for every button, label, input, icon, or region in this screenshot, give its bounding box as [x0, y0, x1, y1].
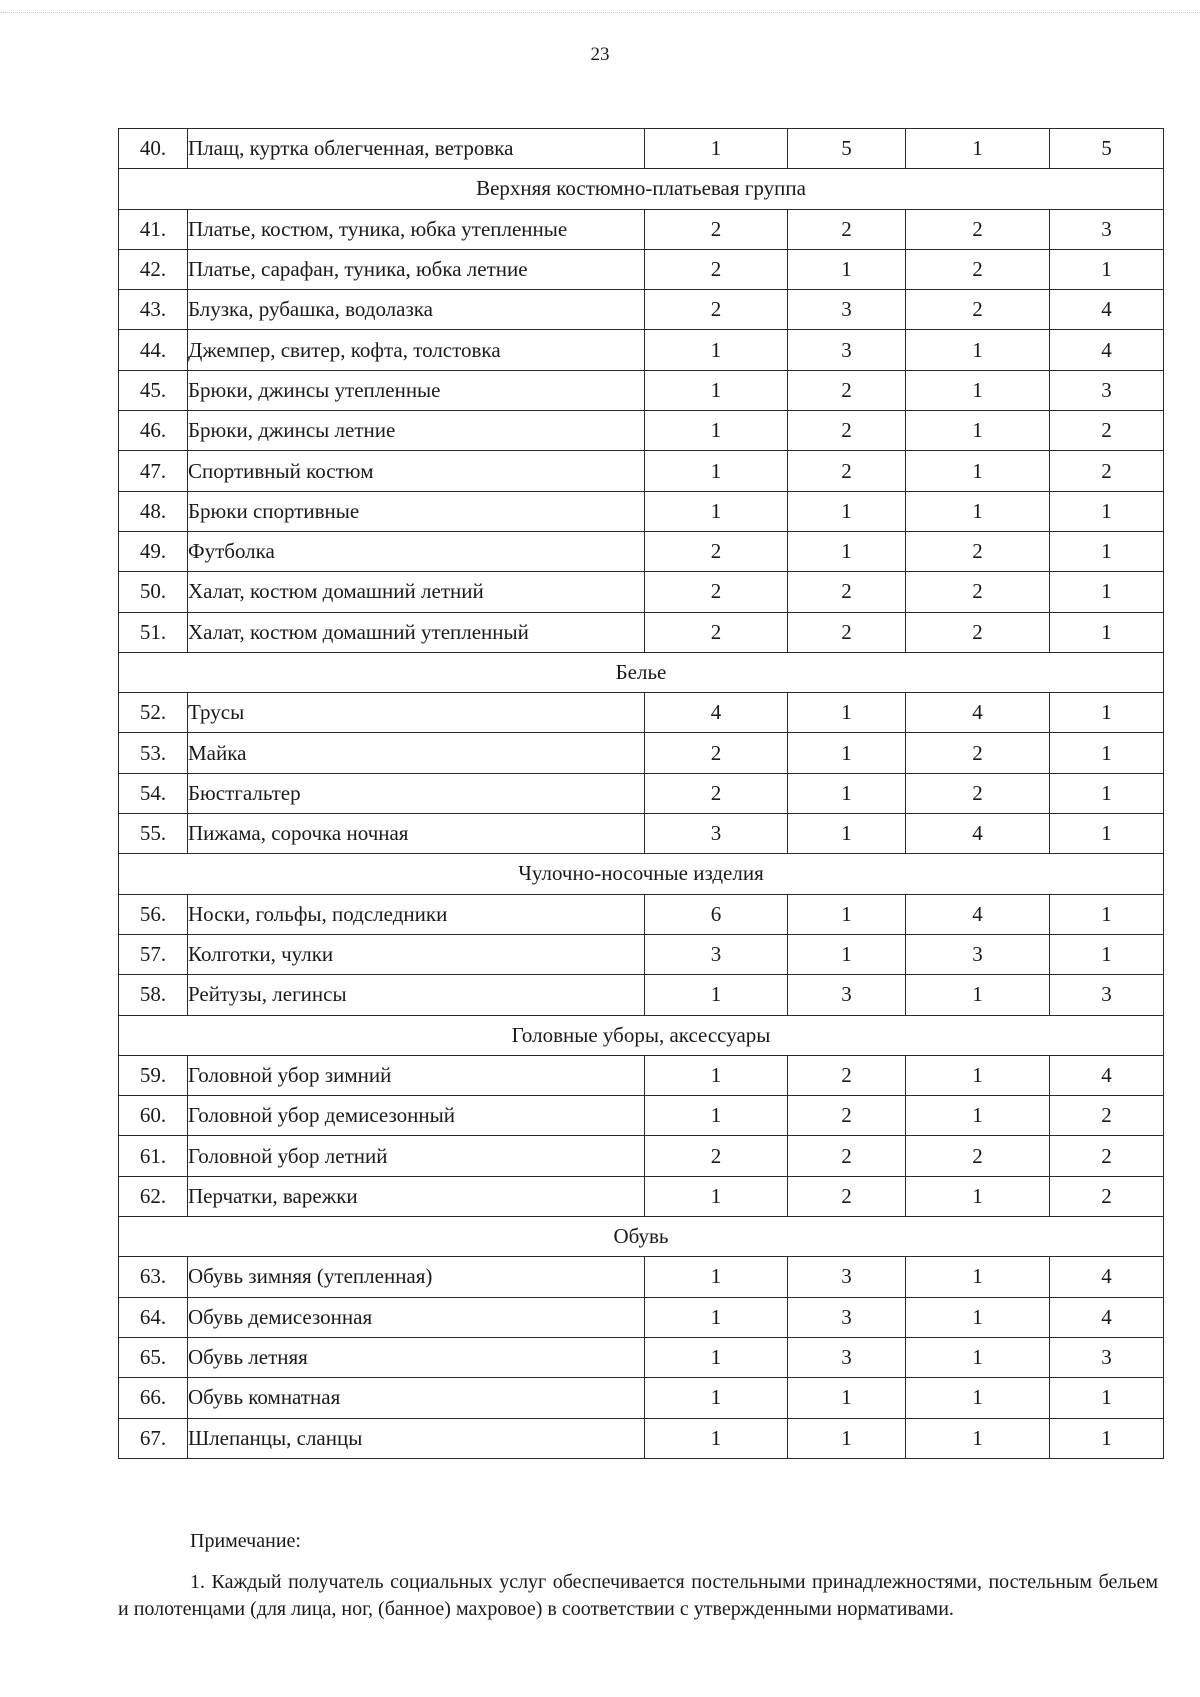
table-row: [119, 612, 1164, 652]
value-cell-2: 2: [788, 411, 906, 451]
item-name: Рейтузы, легинсы: [188, 975, 645, 1015]
table-row: [119, 531, 1164, 571]
value-cell-3: 1: [906, 411, 1050, 451]
value-cell-1: 2: [645, 612, 788, 652]
value-cell-3: 1: [906, 1418, 1050, 1458]
value-cell-1: 3: [645, 934, 788, 974]
value-cell-1: 2: [645, 290, 788, 330]
table-row: [119, 491, 1164, 531]
value-cell-3: 4: [906, 693, 1050, 733]
value-cell-4: 2: [1050, 451, 1164, 491]
value-cell-1: 1: [645, 129, 788, 169]
value-cell-3: 4: [906, 814, 1050, 854]
page-number: 23: [590, 44, 610, 65]
row-number: 49.: [119, 531, 188, 571]
row-number: 50.: [119, 572, 188, 612]
item-name: Брюки спортивные: [188, 491, 645, 531]
value-cell-2: 1: [788, 733, 906, 773]
value-cell-2: 2: [788, 572, 906, 612]
value-cell-2: 3: [788, 330, 906, 370]
value-cell-2: 1: [788, 491, 906, 531]
value-cell-2: 1: [788, 894, 906, 934]
table-row: [119, 290, 1164, 330]
value-cell-3: 2: [906, 572, 1050, 612]
value-cell-2: 1: [788, 934, 906, 974]
item-name: Перчатки, варежки: [188, 1176, 645, 1216]
value-cell-1: 1: [645, 1378, 788, 1418]
value-cell-2: 1: [788, 693, 906, 733]
section-title: Верхняя костюмно-платьевая группа: [119, 169, 1164, 209]
value-cell-1: 4: [645, 693, 788, 733]
item-name: Обувь летняя: [188, 1337, 645, 1377]
value-cell-1: 1: [645, 330, 788, 370]
value-cell-4: 1: [1050, 773, 1164, 813]
section-row: [119, 1015, 1164, 1055]
table-row: [119, 693, 1164, 733]
value-cell-4: 1: [1050, 491, 1164, 531]
table-row: [119, 733, 1164, 773]
value-cell-3: 2: [906, 290, 1050, 330]
item-name: Обувь комнатная: [188, 1378, 645, 1418]
value-cell-3: 2: [906, 531, 1050, 571]
item-name: Обувь зимняя (утепленная): [188, 1257, 645, 1297]
value-cell-4: 2: [1050, 1096, 1164, 1136]
table-row: [119, 773, 1164, 813]
value-cell-1: 1: [645, 491, 788, 531]
value-cell-1: 1: [645, 1055, 788, 1095]
value-cell-1: 2: [645, 1136, 788, 1176]
item-name: Носки, гольфы, подследники: [188, 894, 645, 934]
value-cell-4: 4: [1050, 330, 1164, 370]
value-cell-4: 3: [1050, 975, 1164, 1015]
row-number: 41.: [119, 209, 188, 249]
table-row: [119, 1136, 1164, 1176]
section-title: Чулочно-носочные изделия: [119, 854, 1164, 894]
value-cell-3: 1: [906, 1378, 1050, 1418]
table-row: [119, 1055, 1164, 1095]
item-name: Трусы: [188, 693, 645, 733]
row-number: 59.: [119, 1055, 188, 1095]
value-cell-3: 1: [906, 1257, 1050, 1297]
value-cell-3: 1: [906, 1055, 1050, 1095]
value-cell-3: 3: [906, 934, 1050, 974]
value-cell-1: 1: [645, 1257, 788, 1297]
value-cell-1: 3: [645, 814, 788, 854]
table-row: [119, 1337, 1164, 1377]
value-cell-3: 1: [906, 129, 1050, 169]
section-title: Головные уборы, аксессуары: [119, 1015, 1164, 1055]
table-row: [119, 1096, 1164, 1136]
row-number: 40.: [119, 129, 188, 169]
row-number: 46.: [119, 411, 188, 451]
row-number: 52.: [119, 693, 188, 733]
value-cell-1: 1: [645, 1176, 788, 1216]
norms-table: [118, 128, 1164, 1459]
page-top-edge: [0, 0, 1200, 13]
item-name: Джемпер, свитер, кофта, толстовка: [188, 330, 645, 370]
item-name: Шлепанцы, сланцы: [188, 1418, 645, 1458]
table-row: [119, 1176, 1164, 1216]
item-name: Халат, костюм домашний утепленный: [188, 612, 645, 652]
row-number: 61.: [119, 1136, 188, 1176]
table-body: [119, 129, 1164, 1459]
value-cell-2: 2: [788, 612, 906, 652]
value-cell-1: 1: [645, 1297, 788, 1337]
value-cell-3: 1: [906, 975, 1050, 1015]
value-cell-4: 3: [1050, 370, 1164, 410]
value-cell-4: 4: [1050, 290, 1164, 330]
value-cell-4: 1: [1050, 612, 1164, 652]
value-cell-2: 1: [788, 1378, 906, 1418]
section-title: Обувь: [119, 1217, 1164, 1257]
value-cell-4: 3: [1050, 209, 1164, 249]
section-row: [119, 652, 1164, 692]
item-name: Футболка: [188, 531, 645, 571]
value-cell-4: 1: [1050, 572, 1164, 612]
value-cell-4: 1: [1050, 249, 1164, 289]
value-cell-3: 1: [906, 370, 1050, 410]
row-number: 60.: [119, 1096, 188, 1136]
item-name: Колготки, чулки: [188, 934, 645, 974]
item-name: Обувь демисезонная: [188, 1297, 645, 1337]
table-row: [119, 894, 1164, 934]
value-cell-4: 4: [1050, 1257, 1164, 1297]
value-cell-3: 1: [906, 1096, 1050, 1136]
table-row: [119, 411, 1164, 451]
item-name: Головной убор летний: [188, 1136, 645, 1176]
value-cell-3: 2: [906, 773, 1050, 813]
value-cell-4: 4: [1050, 1297, 1164, 1337]
item-name: Плащ, куртка облегченная, ветровка: [188, 129, 645, 169]
value-cell-1: 1: [645, 975, 788, 1015]
value-cell-2: 2: [788, 1176, 906, 1216]
value-cell-2: 3: [788, 1337, 906, 1377]
row-number: 48.: [119, 491, 188, 531]
value-cell-4: 1: [1050, 733, 1164, 773]
value-cell-4: 2: [1050, 1136, 1164, 1176]
row-number: 63.: [119, 1257, 188, 1297]
item-name: Спортивный костюм: [188, 451, 645, 491]
value-cell-2: 1: [788, 249, 906, 289]
table-row: [119, 370, 1164, 410]
value-cell-2: 3: [788, 1297, 906, 1337]
row-number: 51.: [119, 612, 188, 652]
value-cell-3: 1: [906, 1337, 1050, 1377]
value-cell-3: 1: [906, 451, 1050, 491]
value-cell-3: 4: [906, 894, 1050, 934]
value-cell-1: 2: [645, 249, 788, 289]
item-name: Платье, костюм, туника, юбка утепленные: [188, 209, 645, 249]
value-cell-1: 6: [645, 894, 788, 934]
value-cell-2: 1: [788, 531, 906, 571]
row-number: 62.: [119, 1176, 188, 1216]
item-name: Головной убор демисезонный: [188, 1096, 645, 1136]
table-row: [119, 572, 1164, 612]
table-row: [119, 934, 1164, 974]
item-name: Пижама, сорочка ночная: [188, 814, 645, 854]
value-cell-2: 2: [788, 451, 906, 491]
row-number: 57.: [119, 934, 188, 974]
table-row: [119, 451, 1164, 491]
row-number: 56.: [119, 894, 188, 934]
row-number: 64.: [119, 1297, 188, 1337]
value-cell-3: 2: [906, 249, 1050, 289]
table-row: [119, 1418, 1164, 1458]
note-title: Примечание:: [190, 1530, 301, 1552]
value-cell-2: 2: [788, 370, 906, 410]
row-number: 54.: [119, 773, 188, 813]
value-cell-2: 1: [788, 773, 906, 813]
section-title: Белье: [119, 652, 1164, 692]
value-cell-3: 2: [906, 612, 1050, 652]
table-row: [119, 975, 1164, 1015]
value-cell-3: 1: [906, 491, 1050, 531]
value-cell-4: 1: [1050, 814, 1164, 854]
value-cell-2: 2: [788, 209, 906, 249]
item-name: Майка: [188, 733, 645, 773]
value-cell-1: 2: [645, 209, 788, 249]
value-cell-3: 2: [906, 733, 1050, 773]
table-row: [119, 1257, 1164, 1297]
value-cell-2: 2: [788, 1096, 906, 1136]
row-number: 58.: [119, 975, 188, 1015]
value-cell-2: 1: [788, 814, 906, 854]
value-cell-4: 1: [1050, 531, 1164, 571]
note-text: 1. Каждый получатель социальных услуг обеспечивается постельными принадлежностями, постельным бельем и полотенцами (для лица, ног, (банное) махровое) в соответствии с утвержденными нормативами.: [118, 1571, 1158, 1620]
row-number: 55.: [119, 814, 188, 854]
section-row: [119, 169, 1164, 209]
value-cell-1: 1: [645, 1418, 788, 1458]
value-cell-2: 3: [788, 290, 906, 330]
value-cell-3: 1: [906, 330, 1050, 370]
value-cell-4: 3: [1050, 1337, 1164, 1377]
value-cell-1: 2: [645, 773, 788, 813]
item-name: Блузка, рубашка, водолазка: [188, 290, 645, 330]
value-cell-2: 1: [788, 1418, 906, 1458]
value-cell-4: 1: [1050, 693, 1164, 733]
value-cell-3: 2: [906, 1136, 1050, 1176]
item-name: Головной убор зимний: [188, 1055, 645, 1095]
value-cell-4: 1: [1050, 934, 1164, 974]
value-cell-1: 2: [645, 733, 788, 773]
value-cell-4: 1: [1050, 1418, 1164, 1458]
row-number: 45.: [119, 370, 188, 410]
table-row: [119, 330, 1164, 370]
value-cell-1: 1: [645, 411, 788, 451]
value-cell-1: 2: [645, 531, 788, 571]
value-cell-1: 1: [645, 1096, 788, 1136]
value-cell-3: 1: [906, 1297, 1050, 1337]
section-row: [119, 854, 1164, 894]
item-name: Брюки, джинсы летние: [188, 411, 645, 451]
item-name: Халат, костюм домашний летний: [188, 572, 645, 612]
value-cell-1: 2: [645, 572, 788, 612]
table-row: [119, 129, 1164, 169]
item-name: Брюки, джинсы утепленные: [188, 370, 645, 410]
value-cell-1: 1: [645, 1337, 788, 1377]
table-row: [119, 209, 1164, 249]
item-name: Бюстгальтер: [188, 773, 645, 813]
table-row: [119, 249, 1164, 289]
value-cell-2: 2: [788, 1055, 906, 1095]
value-cell-4: 5: [1050, 129, 1164, 169]
value-cell-1: 1: [645, 370, 788, 410]
table-row: [119, 814, 1164, 854]
value-cell-4: 1: [1050, 894, 1164, 934]
row-number: 44.: [119, 330, 188, 370]
row-number: 66.: [119, 1378, 188, 1418]
value-cell-1: 1: [645, 451, 788, 491]
value-cell-4: 4: [1050, 1055, 1164, 1095]
table-row: [119, 1378, 1164, 1418]
value-cell-3: 1: [906, 1176, 1050, 1216]
value-cell-4: 2: [1050, 1176, 1164, 1216]
row-number: 43.: [119, 290, 188, 330]
value-cell-2: 3: [788, 1257, 906, 1297]
value-cell-4: 2: [1050, 411, 1164, 451]
section-row: [119, 1217, 1164, 1257]
row-number: 42.: [119, 249, 188, 289]
note-block: [118, 1528, 1158, 1623]
row-number: 67.: [119, 1418, 188, 1458]
value-cell-2: 5: [788, 129, 906, 169]
row-number: 47.: [119, 451, 188, 491]
value-cell-4: 1: [1050, 1378, 1164, 1418]
row-number: 53.: [119, 733, 188, 773]
value-cell-3: 2: [906, 209, 1050, 249]
table-row: [119, 1297, 1164, 1337]
value-cell-2: 2: [788, 1136, 906, 1176]
item-name: Платье, сарафан, туника, юбка летние: [188, 249, 645, 289]
row-number: 65.: [119, 1337, 188, 1377]
value-cell-2: 3: [788, 975, 906, 1015]
